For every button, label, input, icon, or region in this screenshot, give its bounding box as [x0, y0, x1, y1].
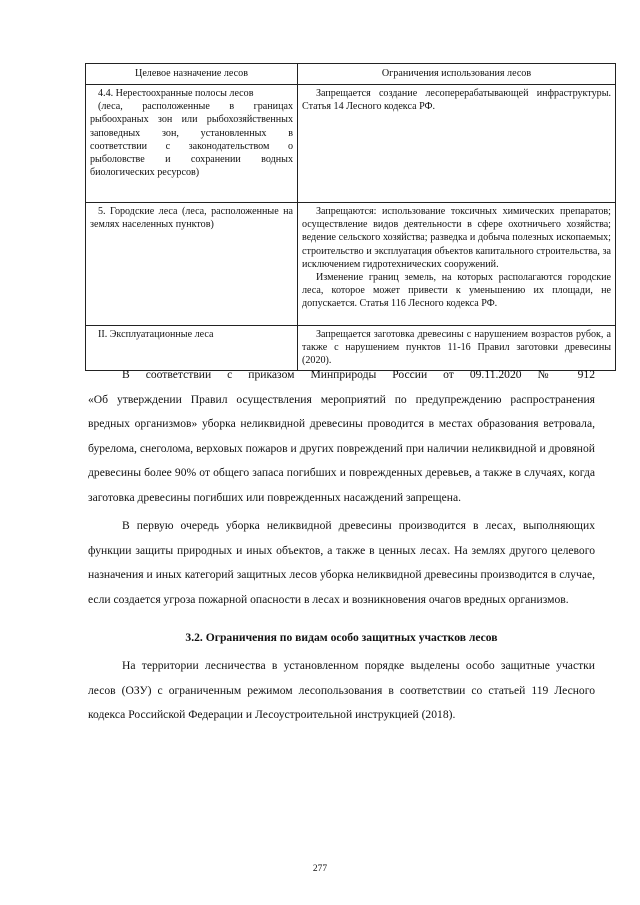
restriction-text: Запрещается заготовка древесины с нарушением возрастов рубок, а также с нарушением пунктов 11-16 Правил заготовки древесины (2020). — [302, 329, 611, 367]
forest-restrictions-table — [85, 63, 616, 371]
purpose-description: (леса, расположенные в границах рыбоохраных зон или рыбохозяйственных заповедных зон, установленных в соответствии с законодательством о рыболовстве и сохранении водных биологических ресурсов) — [90, 101, 293, 179]
paragraph-3 — [88, 654, 595, 728]
purpose-title: 5. Городские леса (леса, расположенные на землях населенных пунктов) — [90, 206, 293, 231]
restriction-text: Запрещается создание лесоперерабатывающей инфраструктуры. Статья 14 Лесного кодекса РФ. — [302, 88, 611, 113]
section-heading: 3.2. Ограничения по видам особо защитных участков лесов — [185, 631, 498, 644]
table-row — [86, 85, 616, 203]
restriction-cell — [298, 203, 616, 326]
table-row — [86, 203, 616, 326]
paragraph-3-text: На территории лесничества в установленном порядке выделены особо защитные участки лесов (ОЗУ) с ограниченным режимом лесопользования в соответствии со статьей 119 Лесного кодекса Российской Федерации и Лесоустроительной инструкцией (2018). — [88, 659, 595, 721]
paragraph-1-text: «Об утверждении Правил осуществления мероприятий по предупреждению распространения вредных организмов» уборка неликвидной древесины проводится в местах образования ветровала, бурелома, снеголома, верховых пожаров и других повреждений при наличии неликвидной и дровяной древесины более 90% от общего запаса погибших и поврежденных деревьев, а также в случаях, когда заготовка древесины погибших или поврежденных насаждений запрещена. — [88, 392, 595, 504]
paragraph-2-text: В первую очередь уборка неликвидной древесины производится в лесах, выполняющих функции защиты природных и иных объектов, а также в ценных лесах. На землях другого целевого назначения и иных категорий защитных лесов уборка неликвидной древесины производится в случае, если создается угроза пожарной опасности в лесах и возникновения очагов вредных организмов. — [88, 519, 595, 606]
header-purpose: Целевое назначение лесов — [86, 64, 298, 85]
restriction-text: Запрещаются: использование токсичных химических препаратов; осуществление видов деятельности в сфере охотничьего хозяйства; ведение сельского хозяйства; разведка и добыча полезных ископаемых; строительство и эксплуатация объектов капитального строительства, за исключением гидротехнических сооружений. — [302, 206, 611, 270]
page-number: 277 — [312, 864, 328, 874]
header-restrictions: Ограничения использования лесов — [298, 64, 616, 85]
table-header-row — [86, 64, 616, 85]
purpose-cell — [86, 85, 298, 203]
paragraph-2 — [88, 514, 595, 612]
purpose-title: 4.4. Нерестоохранные полосы лесов — [98, 88, 254, 99]
paragraph-1 — [88, 363, 595, 510]
restriction-cell — [298, 85, 616, 203]
purpose-cell — [86, 203, 298, 326]
paragraph-1-first-line: В соответствии с приказом Минприроды России от 09.11.2020 № 912 — [122, 368, 595, 381]
purpose-title: II. Эксплуатационные леса — [98, 329, 214, 340]
restriction-text: Изменение границ земель, на которых располагаются городские леса, которое может привести к уменьшению их площади, не допускается. Статья 116 Лесного кодекса РФ. — [302, 272, 611, 310]
